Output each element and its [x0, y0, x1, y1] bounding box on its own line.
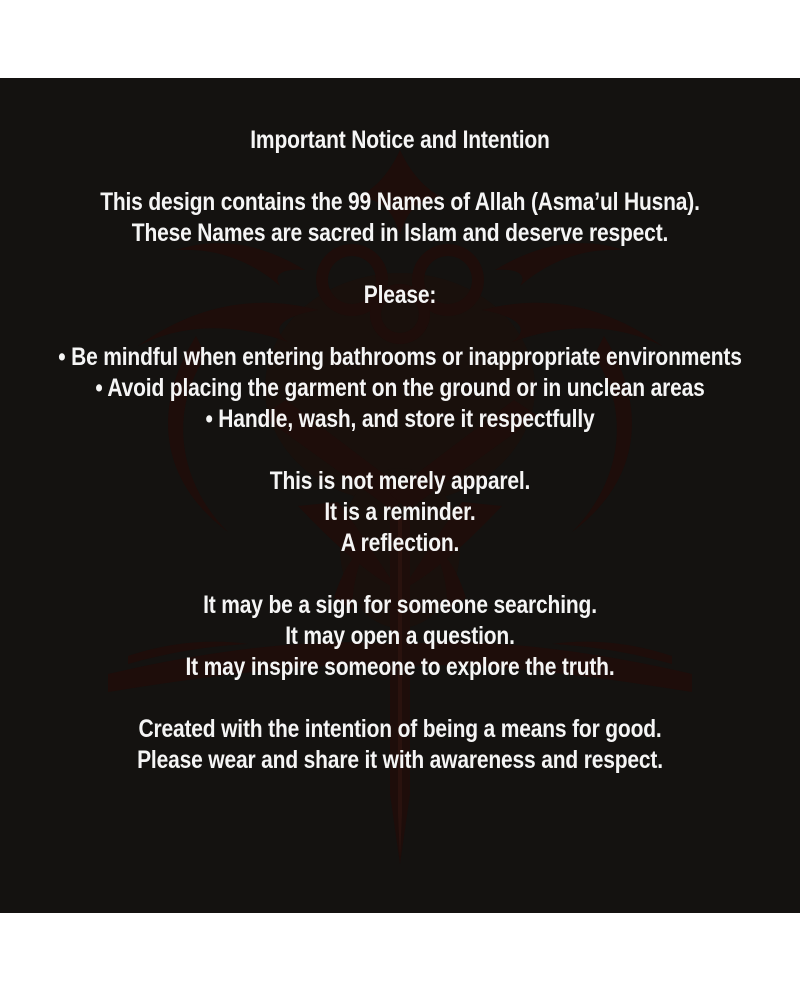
- notice-line: This is not merely apparel.: [269, 467, 531, 495]
- notice-line: It is a reminder.: [324, 498, 476, 526]
- notice-line: • Avoid placing the garment on the ground or in unclean areas: [95, 374, 705, 402]
- notice-paragraphs: [0, 187, 800, 776]
- notice-line: It may inspire someone to explore the truth.: [185, 653, 615, 681]
- notice-title: Important Notice and Intention: [250, 126, 550, 154]
- notice-paragraph: [0, 187, 800, 249]
- notice-paragraph: [0, 280, 800, 311]
- notice-artwork: [0, 78, 800, 913]
- notice-paragraph: [0, 466, 800, 559]
- notice-text-block: [0, 125, 800, 776]
- notice-line: Please:: [363, 281, 437, 309]
- notice-paragraph: [0, 590, 800, 683]
- notice-line: • Handle, wash, and store it respectfully: [205, 405, 595, 433]
- notice-line: A reflection.: [340, 529, 460, 557]
- notice-line: • Be mindful when entering bathrooms or inappropriate environments: [58, 343, 742, 371]
- notice-line: Please wear and share it with awareness and respect.: [137, 746, 663, 774]
- notice-paragraph: [0, 342, 800, 435]
- notice-paragraph: [0, 714, 800, 776]
- notice-line: This design contains the 99 Names of Allah (Asma’ul Husna).: [100, 188, 700, 216]
- notice-line: These Names are sacred in Islam and deserve respect.: [131, 219, 669, 247]
- notice-line: It may be a sign for someone searching.: [203, 591, 597, 619]
- notice-line: It may open a question.: [285, 622, 515, 650]
- notice-line: Created with the intention of being a means for good.: [138, 715, 662, 743]
